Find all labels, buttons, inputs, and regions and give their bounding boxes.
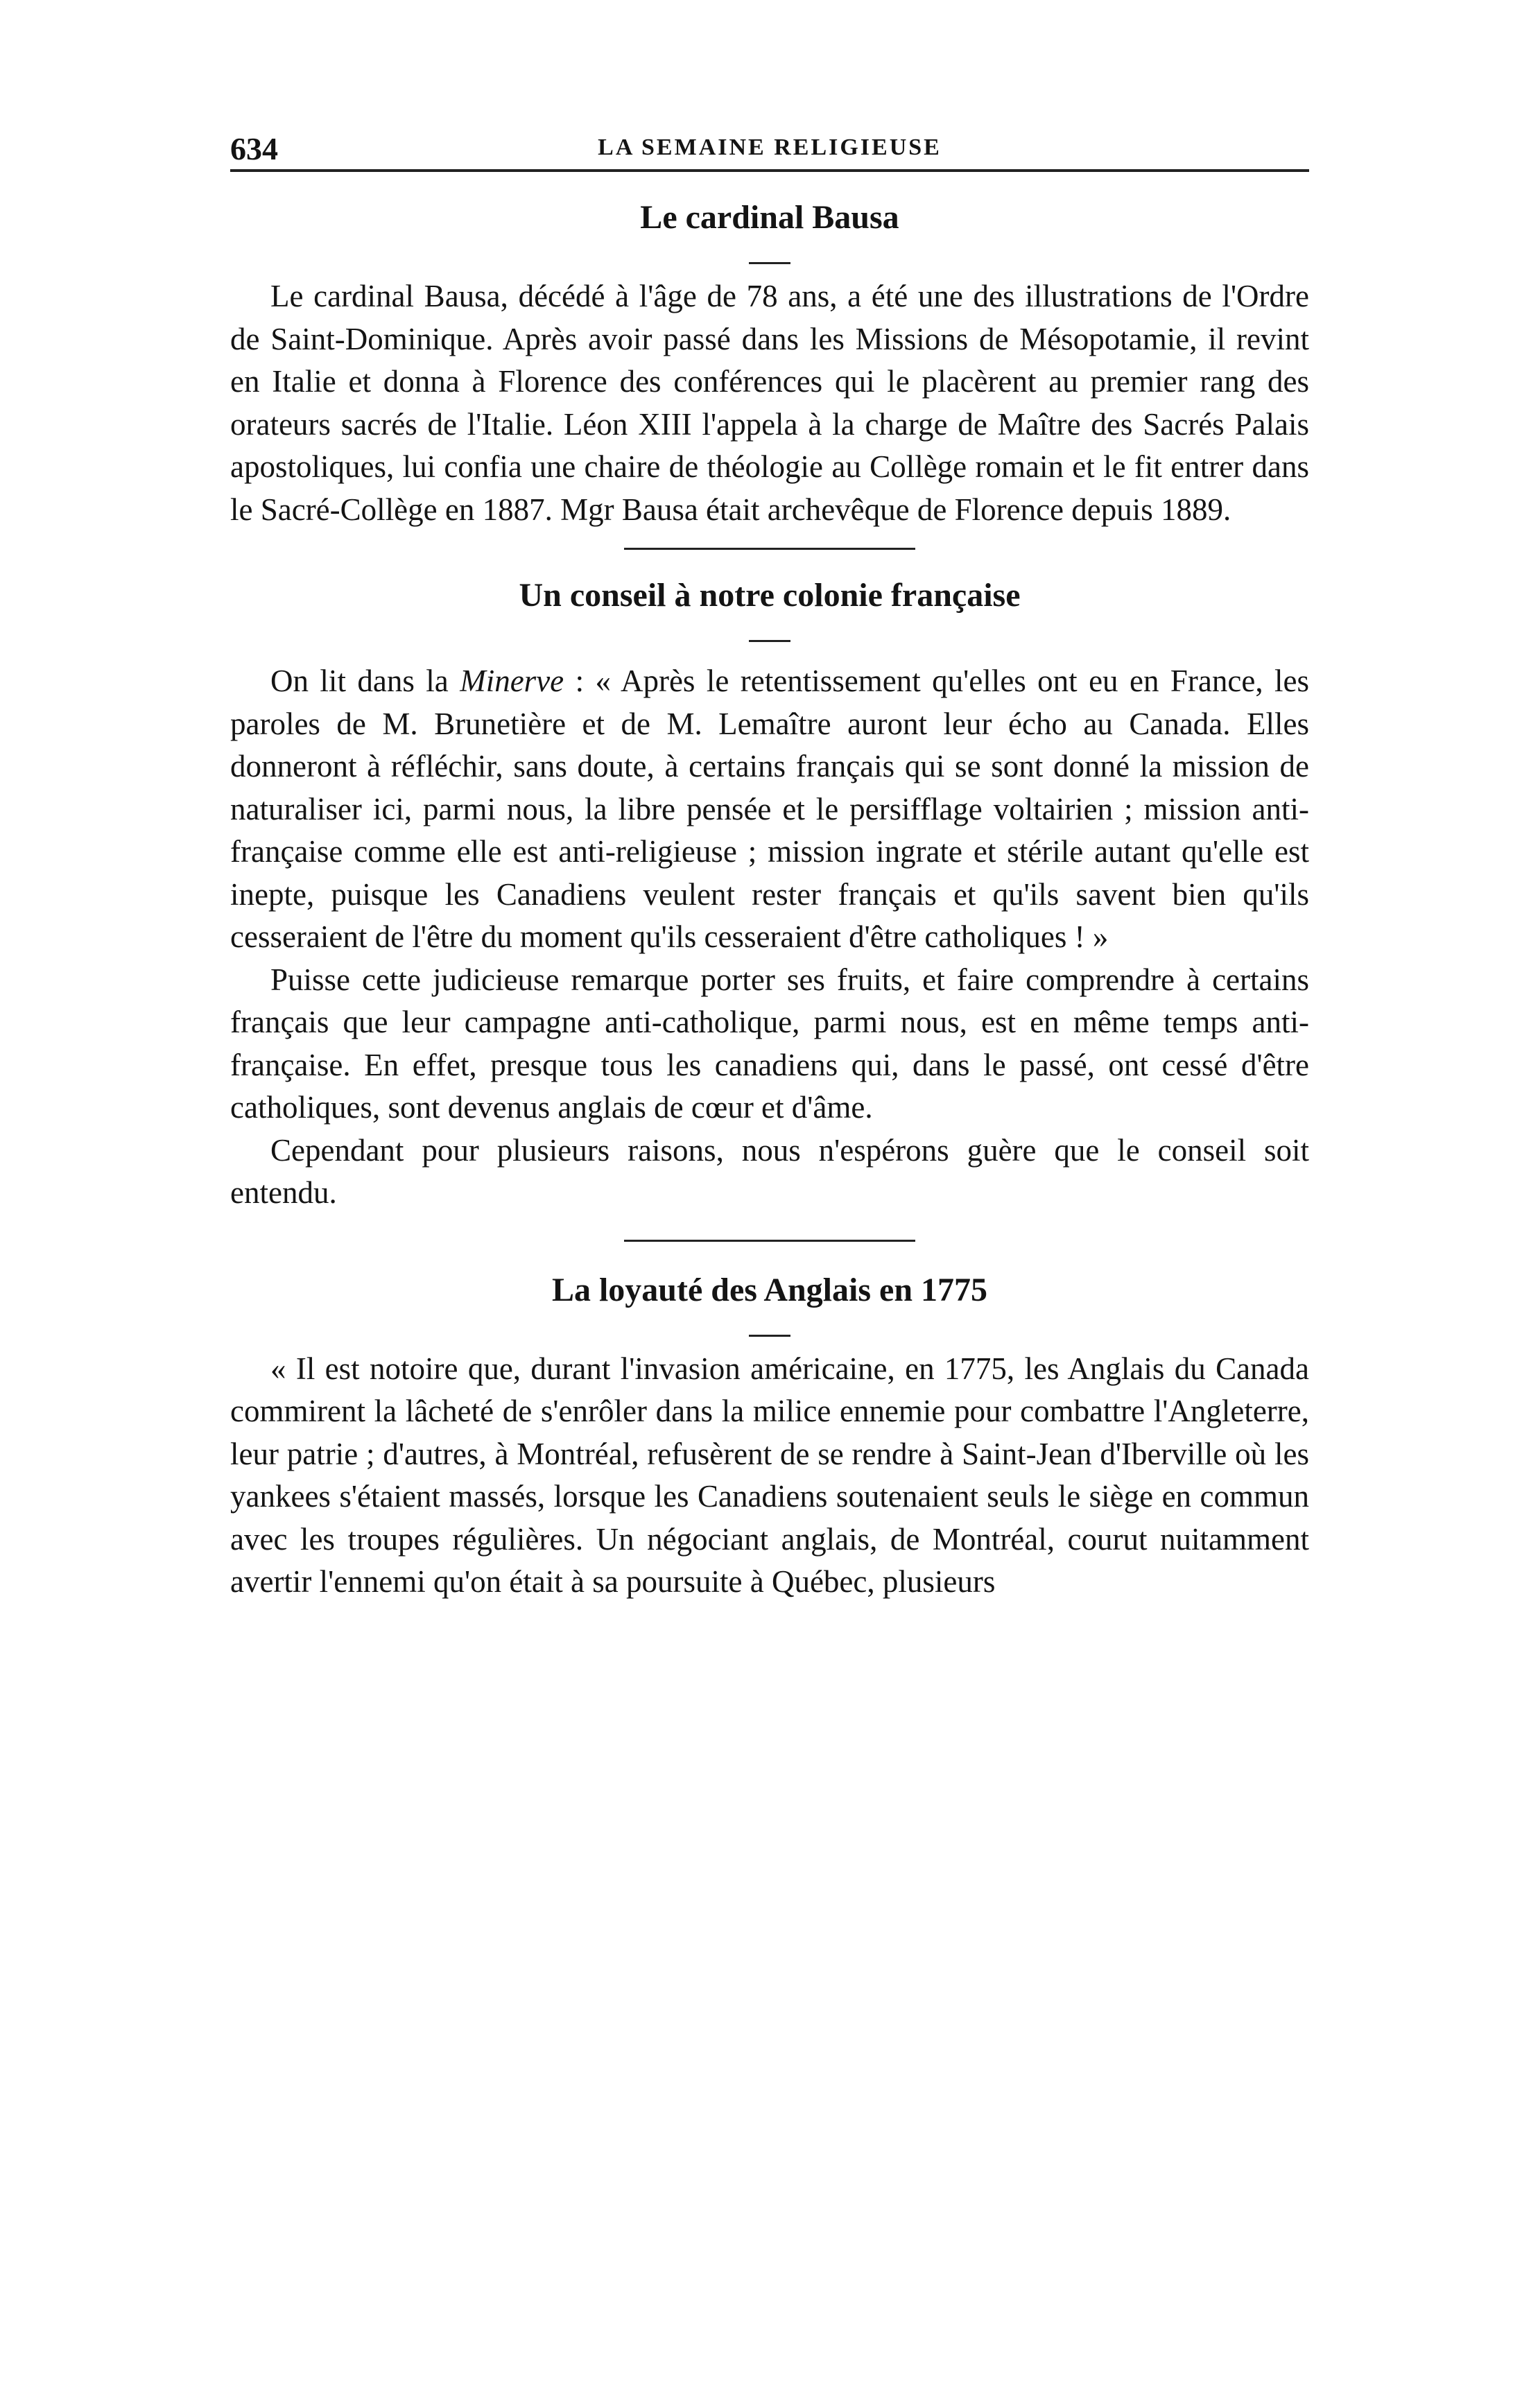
article-paragraph [230, 660, 1309, 959]
article-title: Le cardinal Bausa [640, 199, 899, 236]
article-paragraph: « Il est notoire que, durant l'invasion américaine, en 1775, les Anglais du Canada commirent la lâcheté de s'enrôler dans la milice ennemie pour combattre l'Angleterre, leur patrie ; d'autres, à Montréal, refusèrent de se rendre à Saint-Jean d'Iberville où les yankees s'étaient massés, lorsque les Canadiens soutenaient seuls le siège en commun avec les troupes régulières. Un négociant anglais, de Montréal, courut nuitamment avertir l'ennemi qu'on était à sa poursuite à Québec, plusieurs [230, 1351, 1309, 1599]
title-dash [749, 262, 790, 264]
article-paragraph: Cependant pour plusieurs raisons, nous n'espérons guère que le conseil soit entendu. [230, 1132, 1309, 1210]
article-conseil-colonie [230, 575, 1309, 1215]
title-dash [749, 1335, 790, 1337]
running-header [230, 125, 1309, 169]
article-loyaute-anglais [230, 1270, 1309, 1604]
section-separator [624, 548, 915, 550]
article-paragraph: Puisse cette judicieuse remarque porter ses fruits, et faire comprendre à certains français que leur campagne anti-catholique, parmi nous, est en même temps anti-française. En effet, presque tous les canadiens qui, dans le passé, ont cessé d'être catholiques, sont devenus anglais de cœur et d'âme. [230, 962, 1309, 1125]
article-title: La loyauté des Anglais en 1775 [551, 1271, 988, 1308]
page-number: 634 [230, 131, 278, 166]
running-title: LA SEMAINE RELIGIEUSE [598, 135, 942, 160]
newspaper-name: Minerve [460, 664, 564, 698]
book-page [230, 125, 1309, 1604]
intro-text: On lit dans la [270, 664, 460, 698]
header-rule [230, 169, 1309, 172]
article-title: Un conseil à notre colonie française [519, 577, 1021, 614]
article-cardinal-bausa [230, 197, 1309, 531]
quoted-text: : « Après le retentissement qu'elles ont eu en France, les paroles de M. Brunetière et de M. Lemaître auront leur écho au Canada. Elles donneront à réfléchir, sans doute, à certains français qui se sont donné la mission de naturaliser ici, parmi nous, la libre pensée et le persifflage voltairien ; mission anti-française comme elle est anti-religieuse ; mission ingrate et stérile autant qu'elle est inepte, puisque les Canadiens veulent rester français et qu'ils savent bien qu'ils cesseraient de l'être du moment qu'ils cesseraient d'être catholiques ! » [230, 664, 1309, 954]
section-separator [624, 1240, 915, 1242]
title-dash [749, 640, 790, 642]
article-paragraph: Le cardinal Bausa, décédé à l'âge de 78 ans, a été une des illustrations de l'Ordre de Saint-Dominique. Après avoir passé dans les Missions de Mésopotamie, il revint en Italie et donna à Florence des conférences qui le placèrent au premier rang des orateurs sacrés de l'Italie. Léon XIII l'appela à la charge de Maître des Sacrés Palais apostoliques, lui confia une chaire de théologie au Collège romain et le fit entrer dans le Sacré-Collège en 1887. Mgr Bausa était archevêque de Florence depuis 1889. [230, 279, 1309, 527]
